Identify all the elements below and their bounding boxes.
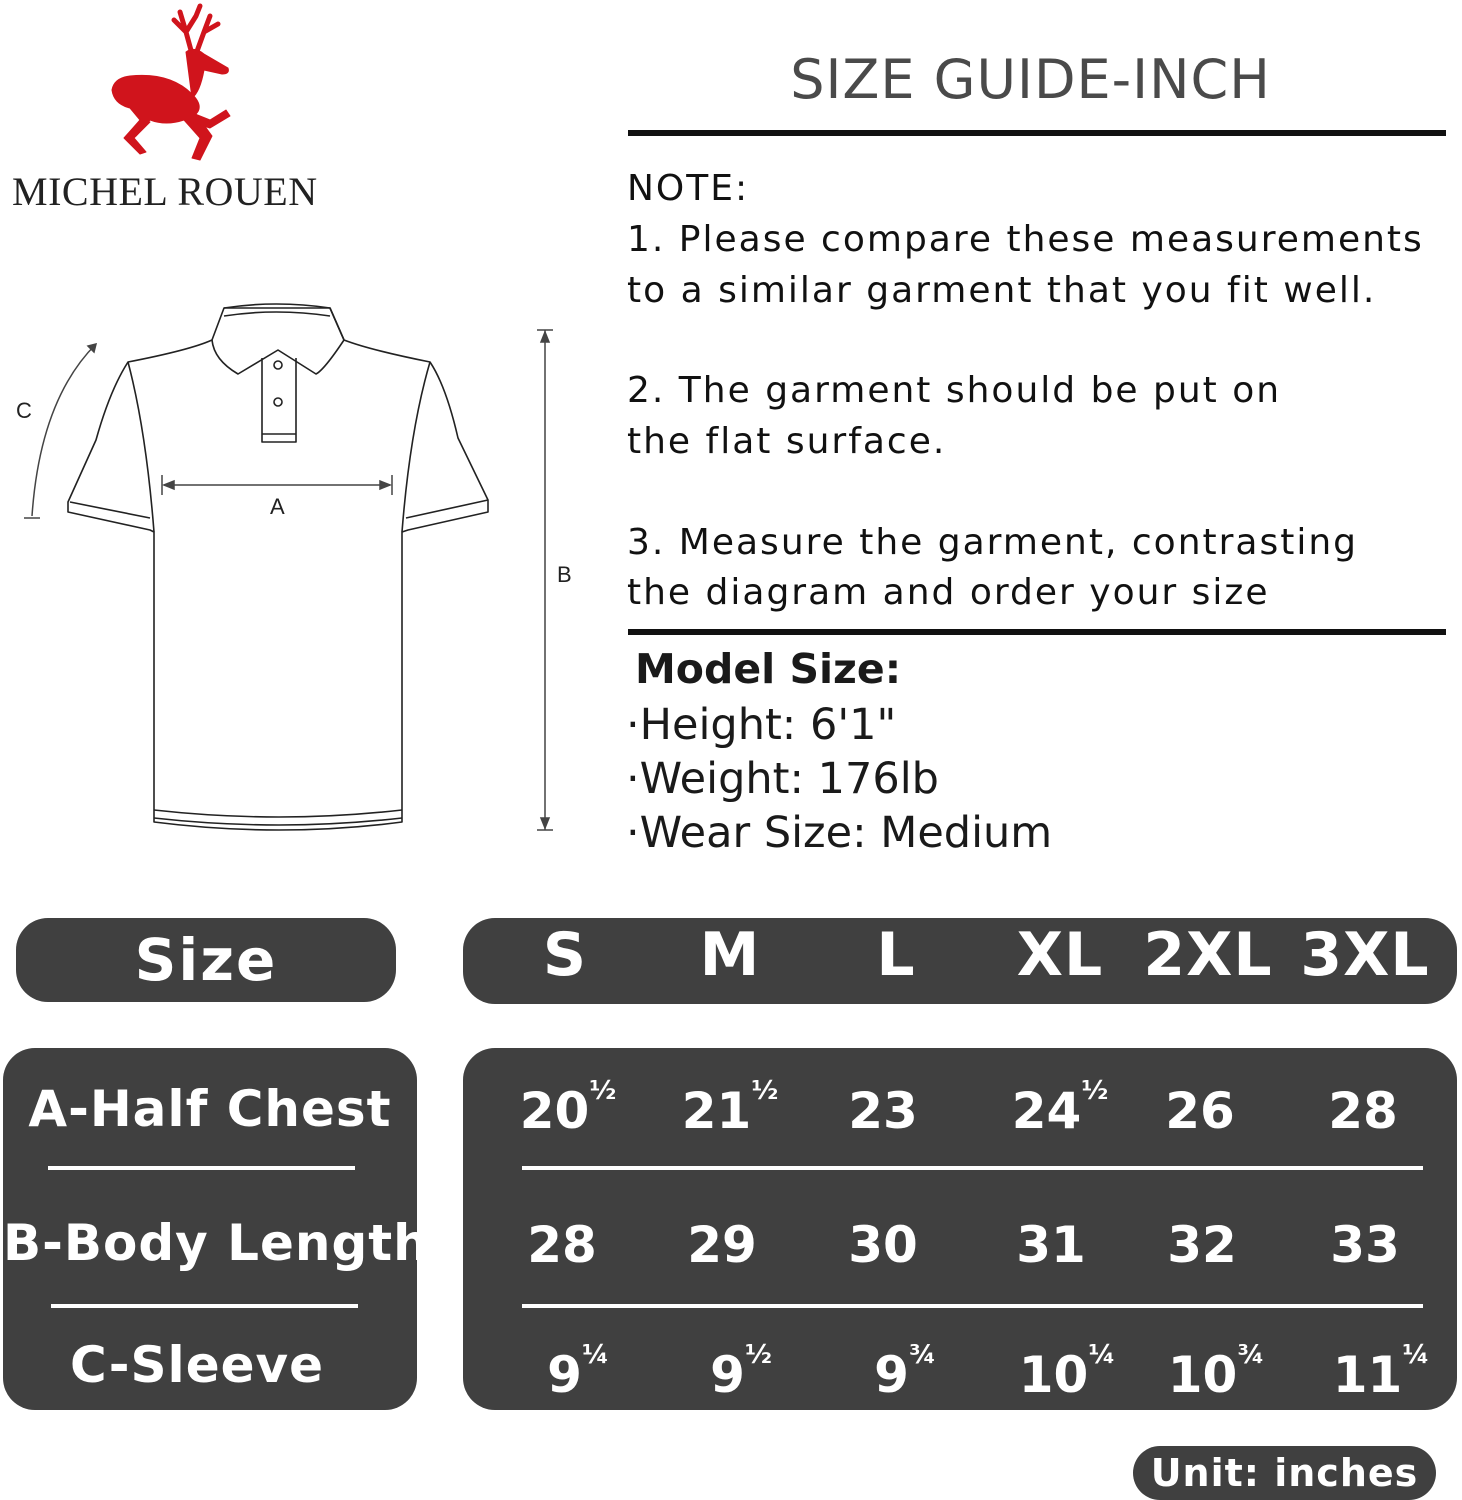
notes-divider — [628, 629, 1446, 635]
model-size-heading: Model Size: — [635, 645, 902, 693]
cell-sleeve-m: 9½ — [710, 1340, 772, 1404]
row-divider — [48, 1166, 355, 1170]
row-divider — [522, 1304, 1423, 1308]
size-header-pill — [16, 918, 396, 1002]
row-label-sleeve: C-Sleeve — [69, 1336, 325, 1394]
note-line: 2. The garment should be put on — [627, 370, 1282, 411]
note-heading: NOTE: — [627, 168, 750, 209]
cell-half-chest-2xl: 26 — [1165, 1082, 1235, 1140]
page-title: SIZE GUIDE-INCH — [790, 48, 1271, 111]
cell-sleeve-2xl: 10¾ — [1167, 1340, 1265, 1404]
row-label-half-chest: A-Half Chest — [28, 1080, 392, 1138]
model-wear-size: ·Wear Size: Medium — [626, 808, 1053, 858]
unit-badge: Unit: inches — [1133, 1446, 1436, 1500]
model-height: ·Height: 6'1" — [626, 700, 897, 750]
cell-half-chest-3xl: 28 — [1328, 1082, 1398, 1140]
size-3xl: 3XL — [1300, 920, 1430, 990]
cell-half-chest-l: 23 — [848, 1082, 918, 1140]
cell-sleeve-3xl: 11¼ — [1332, 1340, 1430, 1404]
row-label-body-length: B-Body Length — [3, 1214, 430, 1272]
note-line: the diagram and order your size — [627, 572, 1270, 613]
red-deer-logo-icon — [100, 2, 240, 167]
note-line: 1. Please compare these measurements — [627, 219, 1424, 260]
row-labels-block — [3, 1048, 430, 1410]
brand-name: MICHEL ROUEN — [12, 169, 318, 214]
size-2xl: 2XL — [1143, 920, 1273, 990]
cell-body-length-s: 28 — [527, 1216, 597, 1274]
cell-half-chest-xl: 24½ — [1011, 1076, 1109, 1140]
cell-half-chest-s: 20½ — [519, 1076, 617, 1140]
size-xl: XL — [1016, 920, 1104, 990]
cell-body-length-xl: 31 — [1016, 1216, 1086, 1274]
title-divider — [628, 130, 1446, 136]
measure-b-label: B — [557, 562, 572, 587]
size-l: L — [876, 920, 916, 990]
measure-a-label: A — [270, 494, 285, 519]
cell-sleeve-xl: 10¼ — [1018, 1340, 1116, 1404]
size-s: S — [542, 920, 588, 990]
polo-shirt-diagram — [0, 290, 600, 860]
size-m: M — [699, 920, 761, 990]
size-header-label: Size — [134, 926, 278, 994]
cell-body-length-l: 30 — [848, 1216, 918, 1274]
model-weight: ·Weight: 176lb — [626, 754, 939, 804]
cell-body-length-2xl: 32 — [1167, 1216, 1237, 1274]
cell-body-length-m: 29 — [687, 1216, 757, 1274]
note-line: the flat surface. — [627, 421, 947, 462]
values-block — [463, 1048, 1457, 1410]
cell-half-chest-m: 21½ — [681, 1076, 779, 1140]
row-divider — [51, 1304, 358, 1308]
note-line: to a similar garment that you fit well. — [627, 270, 1377, 311]
cell-sleeve-s: 9¼ — [547, 1340, 609, 1404]
note-line: 3. Measure the garment, contrasting — [627, 522, 1359, 563]
cell-sleeve-l: 9¾ — [874, 1340, 936, 1404]
sizes-header-pill — [463, 918, 1457, 1004]
row-divider — [522, 1166, 1423, 1170]
measure-c-label: C — [16, 398, 32, 423]
cell-body-length-3xl: 33 — [1330, 1216, 1400, 1274]
